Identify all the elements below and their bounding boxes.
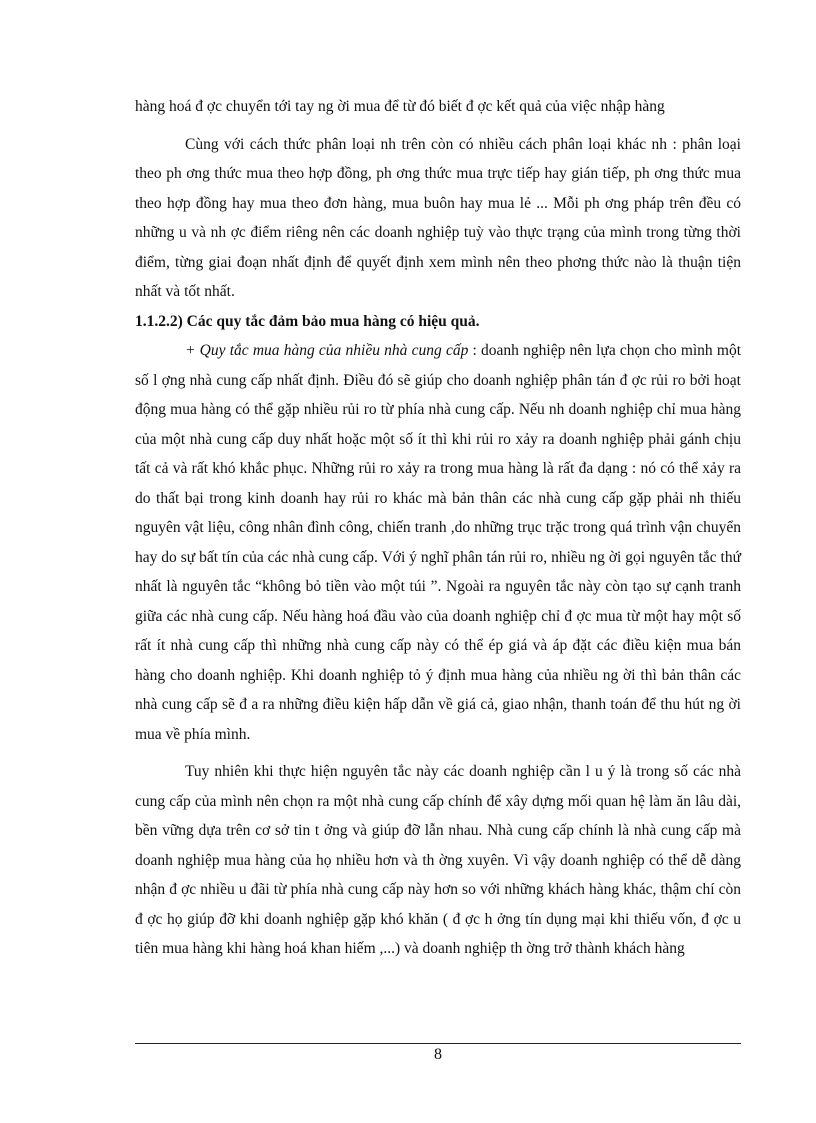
rule-body: : doanh nghiệp nên lựa chọn cho mình một số l ợng nhà cung cấp nhất định. Điều đó sẽ giúp cho doanh nghiệp phân tán đ ợc rủi ro bởi hoạt động mua hàng có thể gặp nhiều rủi ro từ phía nhà cung cấp. Nếu nh doanh nghiệp chỉ mua hàng của một nhà cung cấp duy nhất hoặc một số ít thì khi rủi ro xảy ra doanh nghiệp phải gánh chịu tất cả và rất khó khắc phục. Những rủi ro xảy ra trong mua hàng là rất đa dạng : nó có thể xảy ra do thất bại trong kinh doanh hay rủi ro khác mà bản thân các nhà cung cấp gặp phải nh thiếu nguyên vật liệu, công nhân đình công, chiến tranh ,do những trục trặc trong quá trình vận chuyển hay do sự bất tín của các nhà cung cấp. Với ý nghĩ phân tán rủi ro, nhiều ng ời gọi nguyên tắc thứ nhất là nguyên tắc “không bỏ tiền vào một túi ”. Ngoài ra nguyên tắc này còn tạo sự cạnh tranh giữa các nhà cung cấp. Nếu hàng hoá đầu vào của doanh nghiệp chỉ đ ợc mua từ một hay một số rất ít nhà cung cấp thì những nhà cung cấp này có thể ép giá và áp đặt các điều kiện mua bán hàng cho doanh nghiệp. Khi doanh nghiệp tỏ ý định mua hàng của nhiều ng ời thì bản thân các nhà cung cấp sẽ đ a ra những điều kiện hấp dẫn về giá cả, giao nhận, thanh toán để thu hút ng ời mua về phía mình. (135, 342, 742, 743)
paragraph-3 (135, 336, 741, 749)
rule-title: + Quy tắc mua hàng của nhiều nhà cung cấp (185, 342, 469, 359)
document-page (135, 92, 741, 964)
paragraph-2: Cùng với cách thức phân loại nh trên còn có nhiều cách phân loại khác nh : phân loại theo ph ơng thức mua theo hợp đồng, ph ơng thức mua trực tiếp hay gián tiếp, ph ơng thức mua theo hợp đồng hay mua theo đơn hàng, mua buôn hay mua lẻ ... Mỗi ph ơng pháp trên đều có những u và nh ợc điểm riêng nên các doanh nghiệp tuỳ vào thực trạng của mình trong từng thời điểm, từng giai đoạn nhất định để quyết định xem mình nên theo phơng thức nào là thuận tiện nhất và tốt nhất. (135, 135, 741, 300)
footer-divider (135, 1043, 741, 1044)
paragraph-1: hàng hoá đ ợc chuyển tới tay ng ời mua để từ đó biết đ ợc kết quả của việc nhập hàng (135, 98, 665, 115)
section-heading: 1.1.2.2) Các quy tắc đảm bảo mua hàng có hiệu quả. (135, 312, 480, 330)
paragraph-4: Tuy nhiên khi thực hiện nguyên tắc này các doanh nghiệp cần l u ý là trong số các nhà cung cấp của mình nên chọn ra một nhà cung cấp chính để xây dựng mối quan hệ làm ăn lâu dài, bền vững dựa trên cơ sở tin t ởng và giúp đỡ lẫn nhau. Nhà cung cấp chính là nhà cung cấp mà doanh nghiệp mua hàng của họ nhiều hơn và th ờng xuyên. Vì vậy doanh nghiệp có thể dễ dàng nhận đ ợc nhiều u đãi từ phía nhà cung cấp này hơn so với những khách hàng khác, thậm chí còn đ ợc họ giúp đỡ khi doanh nghiệp gặp khó khăn ( đ ợc h ởng tín dụng mại khi thiếu vốn, đ ợc u tiên mua hàng khi hàng hoá khan hiếm ,...) và doanh nghiệp th ờng trở thành khách hàng (135, 763, 741, 957)
page-number: 8 (434, 1046, 442, 1063)
